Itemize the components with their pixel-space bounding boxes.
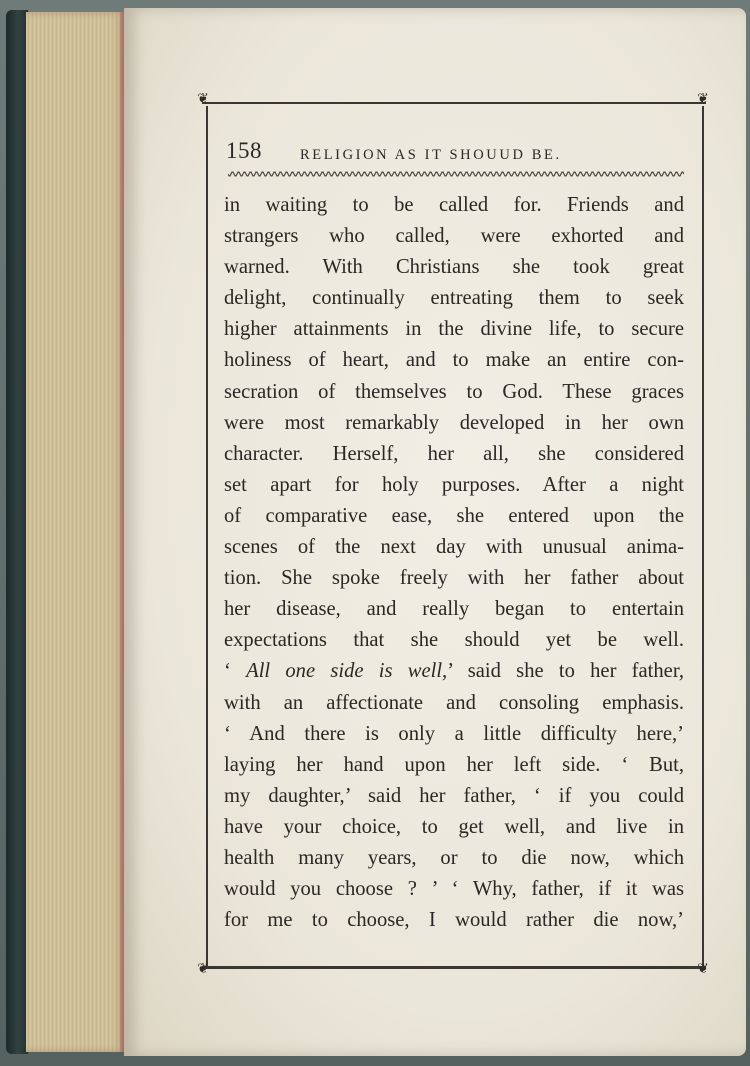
- text-line: have your choice, to get well, and live in: [224, 815, 684, 838]
- text-line: would you choose ? ’ ‘ Why, father, if it was: [224, 878, 684, 901]
- text-line: with an affectionate and consoling emphasis.: [224, 691, 684, 714]
- frame-top-rule: [202, 102, 706, 104]
- wavy-rule: [228, 170, 684, 178]
- fleuron-icon: ❦: [197, 961, 209, 977]
- page-number: 158: [226, 138, 262, 163]
- text-line: holiness of heart, and to make an entire con-: [224, 349, 684, 372]
- fleuron-icon: ❦: [697, 91, 709, 107]
- fleuron-icon: ❦: [197, 91, 209, 107]
- text-segment: ‘: [224, 660, 247, 683]
- text-line: laying her hand upon her left side. ‘ But,: [224, 753, 684, 776]
- book-cover-edge: [6, 10, 28, 1054]
- text-line: [224, 656, 684, 687]
- text-line: tion. She spoke freely with her father about: [224, 567, 684, 590]
- body-text: [224, 190, 684, 936]
- text-line: health many years, or to die now, which: [224, 846, 684, 869]
- fleuron-icon: ❦: [697, 961, 709, 977]
- text-line: her disease, and really began to entertain: [224, 598, 684, 621]
- page-header: [226, 138, 686, 172]
- text-line: character. Herself, her all, she considered: [224, 442, 684, 465]
- text-segment: ’ said she to her father,: [447, 660, 684, 683]
- text-line: were most remarkably developed in her own: [224, 411, 684, 434]
- page-edges: [26, 12, 126, 1052]
- running-head: RELIGION AS IT SHOUUD BE.: [300, 147, 562, 163]
- text-line: warned. With Christians she took great: [224, 256, 684, 279]
- text-line: my daughter,’ said her father, ‘ if you could: [224, 784, 684, 807]
- text-line: of comparative ease, she entered upon the: [224, 504, 684, 527]
- text-line: ‘ And there is only a little difficulty here,’: [224, 722, 684, 745]
- text-line: set apart for holy purposes. After a night: [224, 473, 684, 496]
- italic-quote: All one side is well,: [246, 660, 448, 683]
- text-line: strangers who called, were exhorted and: [224, 225, 684, 248]
- text-line: for me to choose, I would rather die now,’: [224, 909, 684, 932]
- text-line: secration of themselves to God. These graces: [224, 380, 684, 403]
- text-line: scenes of the next day with unusual anima-: [224, 536, 684, 559]
- text-line: higher attainments in the divine life, to secure: [224, 318, 684, 341]
- text-line: in waiting to be called for. Friends and: [224, 194, 684, 216]
- text-line: expectations that she should yet be well.: [224, 629, 684, 652]
- text-line: delight, continually entreating them to seek: [224, 287, 684, 310]
